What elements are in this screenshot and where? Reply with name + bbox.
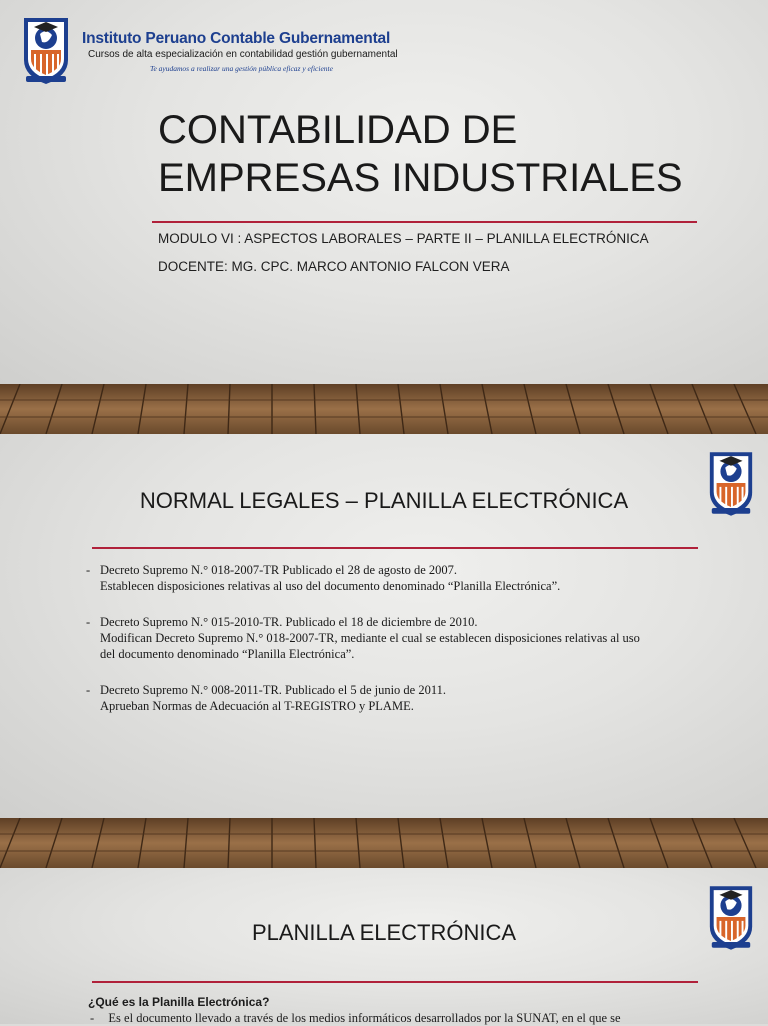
slide-title-planilla: PLANILLA ELECTRÓNICA (251, 920, 517, 945)
title-line-1: CONTABILIDAD DE (158, 108, 518, 152)
title-line-2: EMPRESAS INDUSTRIALES (158, 156, 683, 200)
list-item (86, 562, 706, 594)
planilla-divider (92, 981, 698, 983)
list-item (86, 614, 706, 662)
presentation-title (158, 106, 683, 202)
list-dash: - (86, 615, 91, 629)
decree-line: Decreto Supremo N.° 008-2011-TR. Publicado el 5 de junio de 2011. (100, 683, 447, 697)
title-slide (0, 0, 768, 384)
answer-start: Es el documento llevado a través de los medios informáticos desarrollados por la SUNAT, en el que se (108, 1011, 621, 1025)
question-heading: ¿Qué es la Planilla Electrónica? (88, 995, 270, 1009)
slide-title-legal-norms: NORMAL LEGALES – PLANILLA ELECTRÓNICA (139, 488, 629, 513)
decree-list (86, 562, 706, 734)
institute-logo-icon (20, 14, 72, 86)
list-item (86, 682, 706, 714)
decree-description-cont: del documento denominado “Planilla Electrónica”. (100, 647, 355, 661)
teacher-line: DOCENTE: MG. CPC. MARCO ANTONIO FALCON VERA (158, 259, 510, 274)
list-dash: - (86, 563, 91, 577)
wood-floor-band (0, 818, 768, 868)
legal-norms-divider (92, 547, 698, 549)
wood-floor-band (0, 384, 768, 434)
list-dash: - (86, 683, 91, 697)
answer-dash: - (90, 1011, 95, 1025)
decree-line: Decreto Supremo N.° 018-2007-TR Publicado el 28 de agosto de 2007. (100, 563, 458, 577)
decree-line: Decreto Supremo N.° 015-2010-TR. Publicado el 18 de diciembre de 2010. (100, 615, 478, 629)
title-divider (152, 221, 697, 223)
decree-description: Establecen disposiciones relativas al uso del documento denominado “Planilla Electrónica”. (100, 579, 561, 593)
decree-description: Aprueban Normas de Adecuación al T-REGISTRO y PLAME. (100, 699, 414, 713)
org-motto: Te ayudamos a realizar una gestión pública eficaz y eficiente (150, 64, 333, 73)
decree-description: Modifican Decreto Supremo N.° 018-2007-TR, mediante el cual se establecen disposiciones relativas al uso (100, 631, 640, 645)
org-subtitle: Cursos de alta especialización en contabilidad gestión gubernamental (88, 49, 398, 60)
org-name: Instituto Peruano Contable Gubernamental (82, 30, 391, 47)
module-line: MODULO VI : ASPECTOS LABORALES – PARTE II – PLANILLA ELECTRÓNICA (158, 231, 649, 246)
